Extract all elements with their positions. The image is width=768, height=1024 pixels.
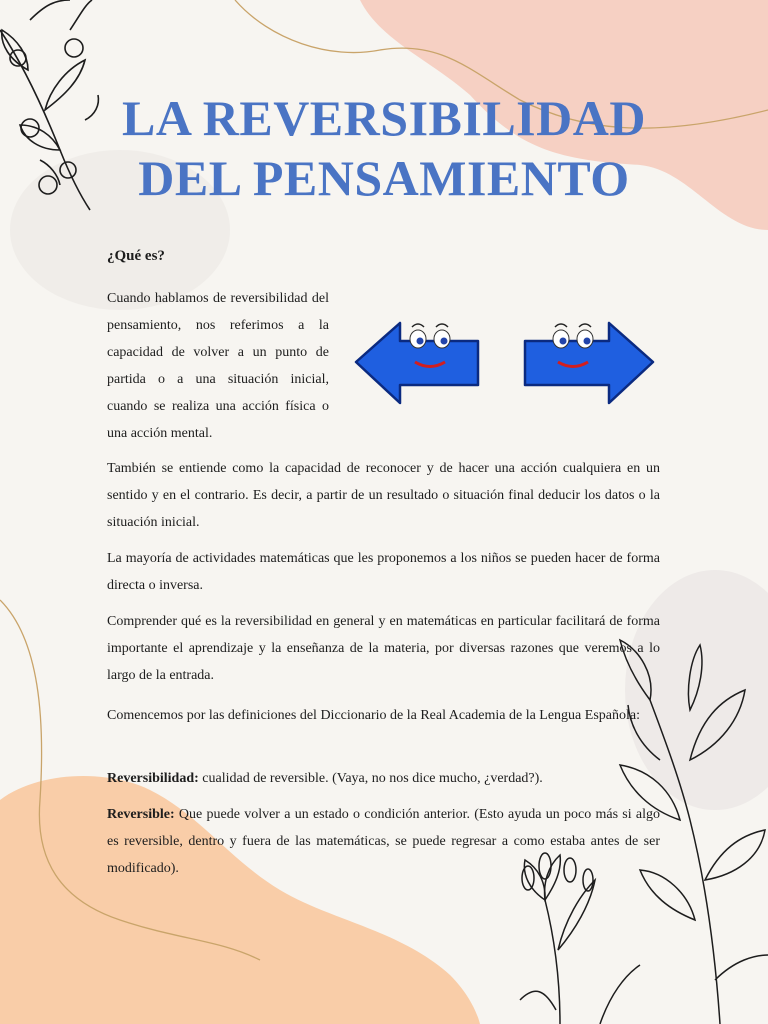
paragraph-3: La mayoría de actividades matemáticas que les proponemos a los niños se pueden hacer de forma directa o inversa. [107, 551, 660, 593]
title-line-1: LA REVERSIBILIDAD [122, 90, 646, 146]
page-title [0, 88, 768, 208]
definition-text: cualidad de reversible. (Vaya, no nos dice mucho, ¿verdad?). [198, 771, 543, 786]
arrow-illustration [352, 315, 657, 410]
definition-term: Reversibilidad: [107, 771, 199, 786]
right-arrow-face-icon [525, 323, 653, 403]
section-subheading: ¿Qué es? [107, 248, 165, 264]
paragraph-intro: Cuando hablamos de reversibilidad del pensamiento, nos referimos a la capacidad de volver a un punto de partida o a una situación inicial, cuando se realiza una acción física o una acción mental. [107, 291, 329, 441]
definition-reversible [107, 801, 660, 882]
left-arrow-face-icon [356, 323, 478, 403]
definition-text: Que puede volver a un estado o condición anterior. (Esto ayuda un poco más si algo es reversible, dentro y fuera de las matemáticas, se puede regresar a como estaba antes de ser modificado). [107, 807, 660, 876]
paragraph-4: Comprender qué es la reversibilidad en general y en matemáticas en particular facilitará de forma importante el aprendizaje y la enseñanza de la materia, por diversas razones que veremos a lo largo de la entrada. [107, 614, 660, 683]
paragraph-5: Comencemos por las definiciones del Diccionario de la Real Academia de la Lengua Española: [107, 708, 640, 723]
paragraph-2: También se entiende como la capacidad de reconocer y de hacer una acción cualquiera en un sentido y en el contrario. Es decir, a partir de un resultado o situación final deducir los datos o la situación inicial. [107, 461, 660, 530]
definition-term: Reversible: [107, 807, 175, 822]
definition-reversibilidad [107, 765, 660, 792]
title-line-2: DEL PENSAMIENTO [138, 150, 630, 206]
